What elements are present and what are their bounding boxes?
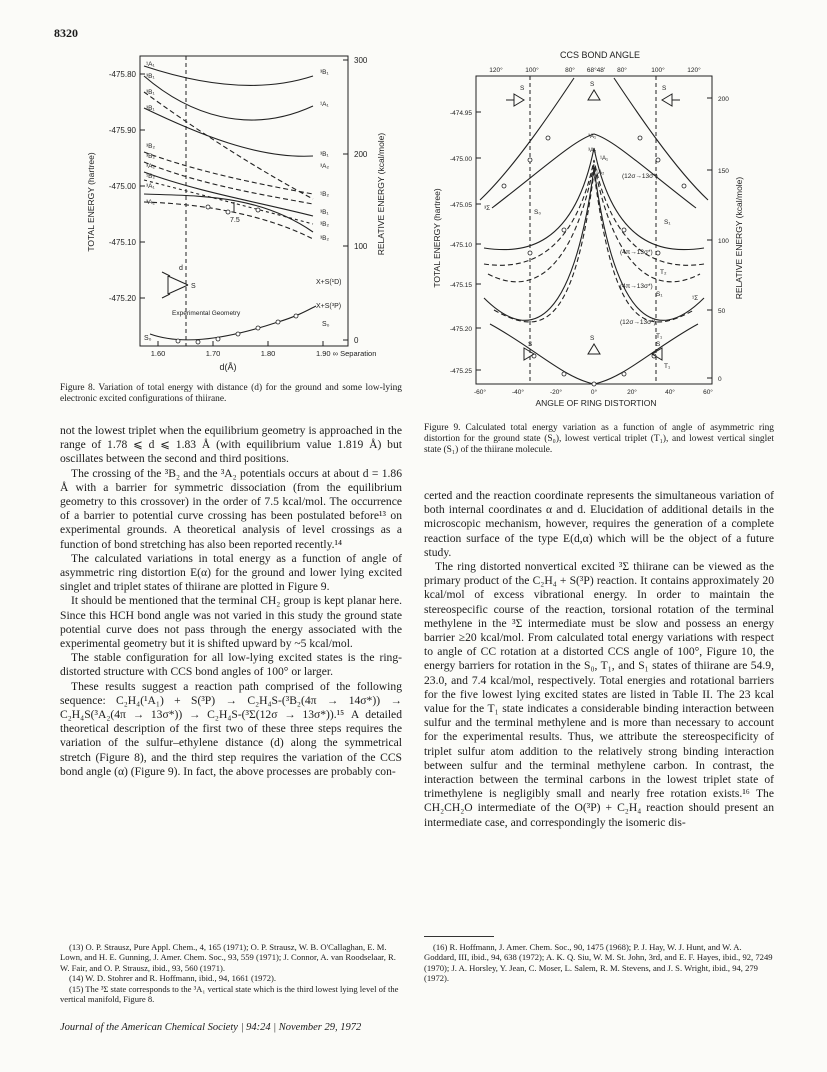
fig8-state-label: ³B₁ [320, 69, 329, 76]
fig8-state-label: ¹B₂ [146, 173, 156, 180]
fig9-right-tick: 150 [718, 168, 729, 175]
fig9-curve [484, 160, 704, 265]
fig9-label: (4π→13σ*) [620, 249, 653, 256]
fig9-x-tick: -20° [550, 389, 562, 396]
fig9-right-tick: 50 [718, 308, 726, 315]
fig9-label: ¹A₂ [596, 170, 605, 176]
fig8-ground-label: S₀ [144, 335, 152, 342]
fig8-state-label: ³A₂ [320, 163, 330, 170]
fig8-asymptote: X+S(¹D) [316, 279, 342, 286]
fig8-state-label: ³B₁ [320, 209, 329, 216]
fig9-x-tick: 0° [590, 389, 598, 396]
fig9-label: T₂ [660, 269, 667, 276]
footnote: (13) O. P. Strausz, Pure Appl. Chem., 4, 165 (1971); O. P. Strausz, W. B. O'Callaghan, E. M. Lown, and H. E. Gunning, J. Amer. Chem. Soc., 93, 559 (1971); J. Connor, A. van Roodselaar, R. W. Fair, and O. P. Strausz, ibid., 93, 560 (1971). [60, 942, 396, 973]
fig8-curve [144, 172, 313, 216]
fig9-curve [484, 168, 704, 320]
fig9-label: (12σ→13σ*) [622, 173, 658, 180]
fig8-left-tick: -475.90 [108, 126, 136, 135]
fig8-curve [144, 202, 313, 239]
fig9-y-right-title: RELATIVE ENERGY (kcal/mole) [734, 176, 744, 300]
fig9-label: ³A₁ [588, 134, 597, 140]
fig9-left-tick: -475.00 [449, 156, 472, 163]
fig8-state-label: ³B₂ [146, 153, 156, 160]
paragraph: The stable configuration for all low-lying excited states is the ring-distorted structure with CCS bond angles of 100° or larger. [60, 651, 402, 679]
fig9-x-tick: -40° [512, 389, 524, 396]
fig9-top-tick: 80° [565, 67, 575, 74]
fig8-left-tick: -475.10 [108, 238, 136, 247]
fig9-label: T₁ [664, 363, 671, 370]
fig8-x-tick: 1.80 [260, 349, 276, 358]
fig8-state-label: ¹A₁ [146, 61, 155, 68]
fig9-label: ³Σ [484, 205, 491, 212]
footnote-rule [424, 936, 494, 937]
fig9-label: ¹A₁ [600, 156, 609, 162]
fig9-s-label: S [590, 335, 595, 342]
fig9-label: (4π→13σ*) [620, 283, 653, 290]
fig9-label: (12σ→13σ*) [620, 319, 656, 326]
fig9-x-title: ANGLE OF RING DISTORTION [535, 398, 657, 408]
right-footnotes [424, 942, 774, 984]
fig9-top-tick: 100° [651, 67, 665, 74]
journal-footer: Journal of the American Chemical Society | 94:24 | November 29, 1972 [60, 1022, 362, 1033]
fig8-right-tick: 300 [354, 56, 368, 65]
footnote: (15) The ³Σ state corresponds to the ³A₁ vertical state which is the third lowest lying level of the vertical manifold, Figure 8. [60, 983, 399, 1005]
fig8-state-label: ³A₂ [146, 199, 156, 206]
fig8-state-label: ³A₂ [146, 163, 156, 170]
fig9-left-tick: -475.15 [449, 282, 472, 289]
figure-8 [58, 44, 398, 374]
footnote: (16) R. Hoffmann, J. Amer. Chem. Soc., 90, 1475 (1968); P. J. Hay, W. J. Hunt, and W. A. Goddard, III, ibid., 94, 638 (1972); A. K. Q. Siu, W. M. St. John, 3rd, and E. F. Hayes, ibid., 92, 7249 (1970); J. A. Horsley, Y. Jean, C. Moser, L. Salem, R. M. Stevens, and J. S. Wright, ibid., 94, 279 (1972). [424, 942, 773, 984]
fig8-curve [144, 162, 313, 204]
fig8-legend-d: d [179, 265, 183, 272]
fig8-experimental-label: Experimental Geometry [172, 310, 241, 317]
fig8-state-label: ³B₂ [320, 235, 330, 242]
fig9-x-tick: 40° [665, 389, 675, 396]
fig9-x-tick: 60° [703, 389, 713, 396]
footnote: (14) W. D. Stohrer and R. Hoffmann, ibid., 94, 1661 (1972). [69, 973, 277, 984]
right-column [424, 489, 774, 830]
fig9-curve [484, 148, 704, 250]
fig9-label: ³A₂ [588, 148, 597, 154]
paragraph: certed and the reaction coordinate represents the simultaneous variation of both internal coordinates α and d. Elucidation of additional details in the microscopic mechanism, however, requires the generation of a complete reaction surface of the type E(d,α) which will be the object of a future study. [424, 489, 774, 559]
fig8-curves [144, 66, 316, 340]
fig9-label: ¹Σ [692, 295, 699, 302]
fig8-x-tick: 1.70 [205, 349, 221, 358]
figure-9 [424, 48, 776, 420]
fig9-top-tick: 120° [489, 67, 503, 74]
fig8-state-label: ³A₁ [146, 183, 155, 190]
fig8-x-title: d(Å) [219, 362, 237, 372]
paragraph: It should be mentioned that the terminal CH₂ group is kept planar here. Since this HCH bond angle was not varied in this study the ground state potential curve does not pass through the energy associated with the experimental geometry but it is shifted upward by ~5 kcal/mol. [60, 594, 402, 651]
fig8-state-label: ³B₁ [146, 73, 155, 80]
paragraph: not the lowest triplet when the equilibrium geometry is approached in the range of 1.78 ⩽ d ⩽ 1.83 Å (with equilibrium value 1.819 Å) but oscillates between the second and third positions. [60, 424, 402, 466]
fig9-left-tick: -474.95 [449, 110, 472, 117]
left-column [60, 424, 402, 779]
paragraph: The ring distorted nonvertical excited ³Σ thiirane can be viewed as the primary product of the C₂H₄ + S(³P) reaction. It contains approximately 20 kcal/mol of excess vibrational energy. In order to maintain the stereospecific course of the reaction, torsional rotation of the terminal methylene in the ³Σ intermediate must be slow and possess an energy barrier ≥20 kcal/mol. From calculated total energy variations with respect to angle of CC rotation at a distorted CCS angle of 100°, Figure 10, the energy barriers for rotation in the S₀, T₁, and S₁ states of thiirane are 54.9, 23.0, and 7.4 kcal/mol, respectively. Total energies and rotational barriers for the five lowest lying excited states are listed in Table II. The 23 kcal value for the T₁ state indicates a considerable binding interaction between sulfur and the terminal methylene and is more than necessary to account for the experimental results. Thus, we attribute the stereospecificity of triplet sulfur atom addition to the relatively strong binding interaction between sulfur and the terminal methylene carbon. In contrast, the interaction between the terminal carbons in the lowest triplet state of trimethylene is negligibly small and nearly free rotation exists.¹⁶ The CH₂CH₂O intermediate of the O(³P) + C₂H₄ reaction should present an intermediate case, and correspondingly the isomeric dis- [424, 560, 774, 829]
fig9-curve [480, 78, 574, 200]
fig8-left-tick: -475.20 [108, 294, 136, 303]
fig8-x-tick: 1.90 ∞ Separation [316, 349, 377, 358]
fig9-label: S₁ [656, 291, 663, 298]
fig9-right-tick: 100 [718, 238, 729, 245]
fig8-state-label: ³B₂ [320, 221, 330, 228]
fig8-state-label: ³B₁ [146, 89, 155, 96]
fig9-s-label: S [656, 341, 661, 348]
fig9-top-tick: 100° [525, 67, 539, 74]
fig8-state-label: ¹B₂ [320, 191, 330, 198]
fig9-s-label: S [520, 85, 525, 92]
figure-8-caption: Figure 8. Variation of total energy with distance (d) for the ground and some low-lying electronic excited configurations of thiirane. [60, 383, 402, 405]
fig9-left-tick: -475.05 [449, 202, 472, 209]
fig8-right-tick: 100 [354, 242, 368, 251]
fig9-y-left-title: TOTAL ENERGY (hartree) [432, 188, 442, 288]
fig9-label: T₁ [656, 333, 663, 340]
fig9-top-tick: 120° [687, 67, 701, 74]
fig9-label: S₁ [664, 219, 671, 226]
fig8-state-label: ³B₂ [146, 143, 156, 150]
fig8-right-tick: 0 [354, 336, 359, 345]
fig9-s-label: S [662, 85, 667, 92]
fig9-top-tick: 68°48' [586, 67, 606, 74]
fig8-curve [144, 92, 313, 199]
paragraph: The calculated variations in total energy as a function of angle of asymmetric ring distortion E(α) for the ground and lower lying excited singlet and triplet states of thiirane are plotted in Figure 9. [60, 551, 402, 594]
fig8-molecule-s: S [191, 283, 196, 290]
fig8-y-left-title: TOTAL ENERGY (hartree) [86, 152, 96, 252]
fig9-x-tick: 20° [627, 389, 637, 396]
fig9-right-tick: 0 [718, 376, 722, 383]
fig9-top-title: CCS BOND ANGLE [559, 50, 641, 60]
fig8-left-tick: -475.80 [108, 70, 136, 79]
fig8-left-tick: -475.00 [108, 182, 136, 191]
fig9-left-tick: -475.10 [449, 242, 472, 249]
fig8-molecule-icon [162, 272, 188, 298]
fig9-left-tick: -475.25 [449, 368, 472, 375]
fig9-left-tick: -475.20 [449, 326, 472, 333]
fig8-x-tick: 1.60 [150, 349, 166, 358]
fig9-x-tick: -60° [474, 389, 486, 396]
fig8-state-label: ³B₁ [320, 151, 329, 158]
paragraph: These results suggest a reaction path comprised of the following sequence: C₂H₄(¹A₁) + S(³P) → C₂H₄S-(³B₂(4π → 14σ*)) → C₂H₄S(³A₂(4π → 13σ*)) → C₂H₄S-(³Σ(12σ → 13σ*)).¹⁵ A detailed theoretical description of the first two of these three steps requires the variation of the sulfur–ethylene distance (d) along the symmetrical stretch (Figure 8), and the third step requires the variation of the CCS bond angle (α) (Figure 9). In fact, the above processes are probably con- [60, 679, 402, 778]
figure-9-caption: Figure 9. Calculated total energy variation as a function of angle of asymmetric ring distortion for the ground state (S₀), lowest vertical triplet (T₁), and lowest vertical singlet state (S₁) of the thiirane molecule. [424, 423, 774, 456]
paragraph: The crossing of the ³B₂ and the ³A₂ potentials occurs at about d = 1.86 Å with a barrier for symmetric dissociation (from the equilibrium geometry to this crossover) in the order of 7.5 kcal/mol. The occurrence of a barrier to potential curve crossing has been postulated before¹³ on experimental grounds. A theoretical analysis of level crossings as a function of bond stretching has also been reported recently.¹⁴ [60, 466, 402, 551]
fig8-annotation: 7.5 [230, 217, 240, 224]
fig8-y-right-title: RELATIVE ENERGY (kcal/mole) [376, 132, 386, 256]
left-footnotes [60, 942, 402, 1004]
fig8-asymptote: S₀ [322, 321, 330, 328]
fig8-curve [144, 66, 313, 85]
fig9-curve [614, 78, 708, 200]
fig8-state-label: ³B₁ [146, 105, 155, 112]
fig9-s-label: S [528, 341, 533, 348]
fig8-asymptote: X+S(³P) [316, 303, 342, 310]
fig8-state-label: ¹A₁ [320, 101, 329, 108]
fig9-top-tick: 80° [617, 67, 627, 74]
fig9-right-tick: 200 [718, 96, 729, 103]
fig9-label: S₀ [534, 209, 542, 216]
fig8-right-tick: 200 [354, 150, 368, 159]
fig9-s-label: S [590, 81, 595, 88]
page-number: 8320 [54, 26, 78, 40]
